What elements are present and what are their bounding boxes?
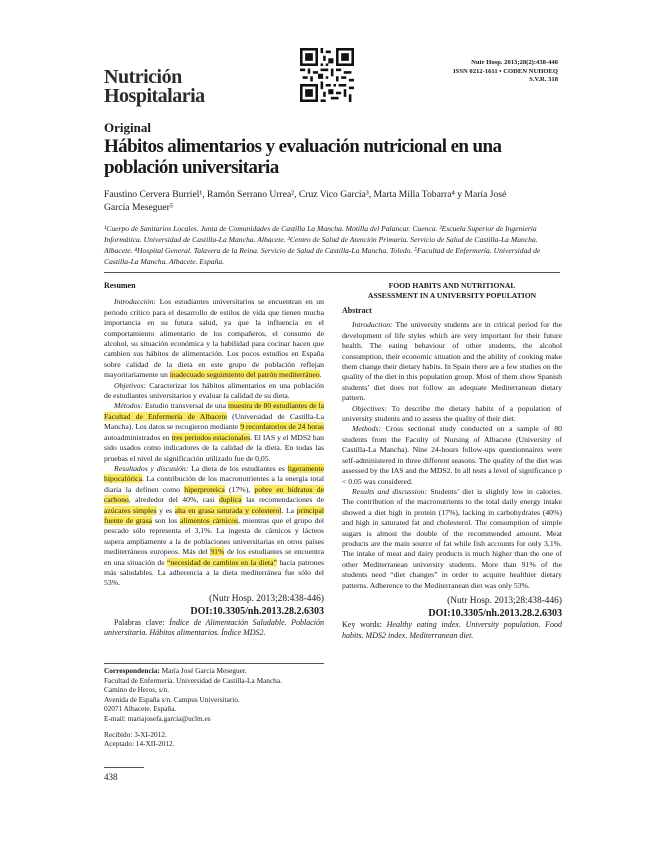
page-number: 438 [104,772,118,782]
highlight: 91% [210,547,225,557]
divider [104,272,560,273]
resumen-resultados: Resultados y discusión: La dieta de los estudiantes es ligeramente hipocalórica. La contribución de los macronutrientes a la energía total diaria la definen como hiperproteica (17%), pobre en hidratos de carbono, alrededor del 40%, casi duplica las recomendaciones de azúcares simples y es alta en grasa saturada y colesterol. La principal fuente de grasa son los alimentos cárnicos, mientras que el grupo del pescado sólo representa el 3,1%. La ingesta de cárnicos y lácteos supera ampliamente a la de poblaciones universitarias en otros países mediterráneos europeos. Más del 91% de los estudiantes se encuentra en una situación de “necesidad de cambios en la dieta” hacia patrones más saludables. La adherencia a la dieta mediterránea fue sólo del 53%. [104,463,325,588]
journal-citation: Nutr Hosp. 2013;28(2):438-446 [471,59,558,66]
resumen-introduccion: Introducción: Los estudiantes universitarios se encuentran en un periodo crítico para el desarrollo de estilos de vida que tienen mucha importancia en su futura salud, ya que la influencia en el comportamiento alimentario de los compañeros, el consumo de alcohol, su situación económica y la habilidad para cocinar hacen que cambien sus hábitos de alimentación. Los pocos estudios en España sobre calidad de la dieta en este grupo de población reflejan mayoritariamente un inadecuado seguimiento del patrón mediterráneo. [104,297,324,380]
abstract-keywords: Key words: Healthy eating index. University population. Food habits. MDS2 index. Mediterranean diet. [342,619,562,640]
abstract-doi[interactable]: DOI:10.3305/nh.2013.28.2.6303 [428,607,562,619]
abstract-heading: Abstract [342,306,372,315]
resumen-doi[interactable]: DOI:10.3305/nh.2013.28.2.6303 [190,605,324,617]
resumen-citation: (Nutr Hosp. 2013;28:438-446) [209,593,324,604]
highlight: 9 recordatorios de 24 horas [240,422,324,432]
resumen-heading: Resumen [104,281,136,290]
highlight: tres periodos estacionales [171,432,251,442]
correspondence-line: 02071 Albacete. España. [104,704,177,714]
logo-line2: Hospitalaria [104,85,205,107]
section-label: Original [104,120,151,135]
highlight: azúcares simples [104,505,157,515]
highlight: alimentos cárnicos [179,515,239,525]
journal-svr: S.V.R. 318 [529,76,558,84]
abstract-introduction: Introduction: The university students are in critical period for the development of life styles which are very important for their future health. The eating behaviour of other students, the alcohol consumption, their economic situation and the ability of cooking make them change their dietary habits. In Spain there are a few studies on the quality of the diet in this population group. Most of them show Spanish students’ diet does not follow an adequate Mediterranean dietary pattern. [342,320,562,403]
highlight: hiperproteica [184,484,225,494]
highlight: duplica [219,495,242,505]
affiliations: ¹Cuerpo de Sanitarios Locales. Junta de Comunidades de Castilla La Mancha. Motilla del Palancar. Cuenca. ²Escuela Superior de Ingeniería Informática. Universidad de Castilla-La Mancha. Albacete. ³Centro de Salud de Atención Primaria. Servicio de Salud de Castilla-La Mancha. Albacete. ⁴Hospital General. Talavera de la Reina. Servicio de Salud de Castilla-La Mancha. Toledo. ⁵Facultad de Enfermería. Universidad de Castilla-La Mancha. Albacete. España. [104,224,541,266]
abstract-column [342,281,562,641]
highlight: “necesidad de cambios en la dieta” [167,557,277,567]
highlight: ligeramente hipocalórica [104,463,324,484]
journal-meta [453,59,558,85]
correspondence-name: Correspondencia: María José García Meseguer. [104,666,247,675]
logo-line1: Nutrición [104,66,182,88]
highlight: alta en grasa saturada y colesterol [174,505,282,515]
resumen-keywords: Palabras clave: Índice de Alimentación Saludable. Población universitaria. Hábitos alimentarios. Índice MDS2. [104,617,324,638]
english-title: FOOD HABITS AND NUTRITIONAL ASSESSMENT IN A UNIVERSITY POPULATION [367,281,537,300]
highlight: principal fuente de grasa [104,505,324,525]
resumen-metodos: Métodos: Estudio transversal de una muestra de 80 estudiantes de la Facultad de Enfermería de Albacete (Universidad de Castilla-La Mancha). Los datos se recogieron mediante 9 recordatorios de 24 horas autoadministrados en tres periodos estacionales. El IAS y el MDS2 han sido usados como indicadores de la calidad de la dieta. En todas las pruebas el nivel de significación utilizado fue de 0,05. [104,401,325,463]
journal-logo [104,68,224,106]
authors: Faustino Cervera Burriel¹, Ramón Serrano Urrea², Cruz Vico García³, Marta Milla Tobarra⁴ y María José García Meseguer⁵ [104,189,507,213]
correspondence [104,666,324,749]
abstract-results: Results and discussion: Students’ diet is slightly low in calories. The contribution of the macronutrients to the total daily energy intake showed a diet high in protein (17%), lacking in carbohydrates (40%) and high in saturated fat and cholesterol. The consumption of simple sugars is almost the double of the recommended amount. Meat products are the main source of fat while fish accounts for only 3,1%. The intake of meat and dairy products is much higher than the one of other Mediterranean university students. More than 91% of the students need “diet changes” in order to acquire healthier dietary patterns. Adherence to the Mediterranean diet was only 53%. [342,486,562,590]
divider [104,663,324,664]
accepted-date: Aceptado: 14-XII-2012. [104,739,175,749]
highlight: inadecuado seguimiento del patrón mediterráneo [169,370,320,380]
correspondence-line: Avenida de España s/n. Campus Universitario. [104,694,240,704]
correspondence-email[interactable]: E-mail: mariajosefa.garcia@uclm.es [104,713,211,723]
resumen-objetivos: Objetivos: Caracterizar los hábitos alimentarios en una población de estudiantes universitarios y evaluar la calidad de su dieta. [104,380,324,401]
divider [104,767,144,768]
correspondence-line: Facultad de Enfermería. Universidad de Castilla-La Mancha. [104,675,282,685]
abstract-methods: Methods: Cross sectional study conducted on a sample of 80 students from the Faculty of Nursing of Albacete (University of Castilla-La Mancha). Nine 24-hours follow-ups questionnaires were self-administered in three different seasons. The quality of the diet was assessed by the IAS and the MDS2. In all tests a level of significance p < 0.05 was considered. [342,424,562,486]
highlight: pobre en hidratos de carbono [104,484,324,505]
correspondence-line: Camino de Heros, s/n. [104,685,170,695]
qr-code-icon [300,48,354,102]
highlight: muestra de 80 estudiantes de la Facultad de Enfermería de Albacete [104,401,324,421]
resumen-column [104,281,324,639]
abstract-objectives: Objectives: To describe the dietary habits of a population of university students and to assess the quality of their diet. [342,403,562,424]
received-date: Recibido: 3-XI-2012. [104,729,167,739]
article-title: Hábitos alimentarios y evaluación nutricional en una población universitaria [104,136,502,178]
journal-issn: ISSN 0212-1611 • CODEN NUHOEQ [453,67,558,75]
abstract-citation: (Nutr Hosp. 2013;28:438-446) [447,595,562,606]
